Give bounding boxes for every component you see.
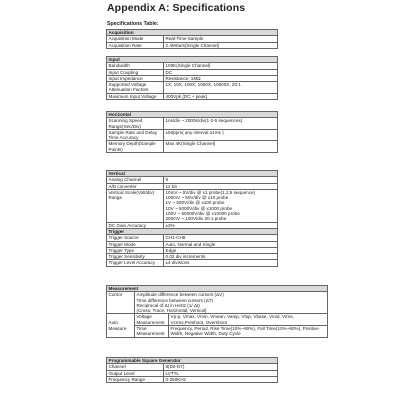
spec-label: DC Gain Accuracy bbox=[107, 222, 164, 228]
table-row bbox=[107, 42, 278, 48]
spec-label: Trigger Mode bbox=[107, 241, 164, 247]
spec-value: Max 4K(Single Channel) bbox=[164, 141, 278, 153]
spec-value: LVTTL bbox=[164, 370, 278, 376]
spec-label: Trigger Type bbox=[107, 247, 164, 253]
spec-value: Auto, Normal and Single bbox=[164, 241, 278, 247]
table-row bbox=[107, 93, 278, 99]
table-row bbox=[107, 82, 278, 94]
spec-label: Trigger Level Accuracy bbox=[107, 260, 164, 266]
spec-label: Supported Voltage Attenuation Factors bbox=[107, 82, 164, 94]
spec-sublabel: Voltage Measurement bbox=[135, 314, 169, 326]
spec-value: 12 bit bbox=[164, 183, 278, 189]
spec-label: Frequency Range bbox=[107, 376, 164, 382]
spec-value: CH1-CH8 bbox=[164, 235, 278, 241]
spec-value: ±4 divisions bbox=[164, 260, 278, 266]
table-row bbox=[107, 118, 278, 130]
spec-label: Bandwidth bbox=[107, 63, 164, 69]
table-header: Input bbox=[107, 57, 278, 63]
spec-label: Vertical Scale(Volt/div) Range bbox=[107, 189, 164, 222]
spec-label: Sample Rate and Delay Time Accuracy bbox=[107, 129, 164, 141]
spec-value: 10mV ~ 5V/div @ x1 probe(1,2,5 sequence) 100mV ~ 50V/div @ x10 probe 1V ~ 500V/div @ x100 probe 10V ~ 5000V/div @ x1000 probe 100V ~ 50000V/div @ x10000 probe 200mV ~ 100V/div 20:1 probe bbox=[164, 189, 278, 222]
spec-value: 2.4MSa/s(Single Channel) bbox=[164, 42, 278, 48]
measurement-table bbox=[106, 285, 328, 338]
spec-value: 0-250KHz bbox=[164, 376, 278, 382]
spec-value: 1ns/div ~ 2000s/div(1-2-5 sequences) bbox=[164, 118, 278, 130]
spec-value: 0.02 div increments bbox=[164, 254, 278, 260]
spec-label: Scanning Speed Range(Sec/Div) bbox=[107, 118, 164, 130]
spec-value: 8 bbox=[164, 177, 278, 183]
table-header: Trigger bbox=[107, 228, 278, 234]
spec-value: Real-Time Sample bbox=[164, 36, 278, 42]
spec-label: Acquisition Mode bbox=[107, 36, 164, 42]
table-header: Horizontal bbox=[107, 112, 278, 118]
spec-value: 400Vpk (DC + peak) bbox=[164, 93, 278, 99]
spec-value: 100K(Single Channel) bbox=[164, 63, 278, 69]
spec-label: Memory Depth(Sample Points) bbox=[107, 141, 164, 153]
table-header: Measurement bbox=[107, 286, 328, 292]
spec-label: Input Coupling bbox=[107, 69, 164, 75]
spec-label: Output Level bbox=[107, 370, 164, 376]
spec-value: 1X, 10X, 100X, 1000X, 10000X, 20:1 bbox=[164, 82, 278, 94]
spec-sublabel: Time Measurement bbox=[135, 326, 169, 338]
table-row bbox=[107, 376, 278, 382]
spec-label: Channel bbox=[107, 364, 164, 370]
table-row bbox=[107, 141, 278, 153]
spec-value: ±3% bbox=[164, 222, 278, 228]
table-row bbox=[107, 314, 328, 326]
spec-label: Input Impedance bbox=[107, 75, 164, 81]
spec-label: Trigger Source bbox=[107, 235, 164, 241]
page-title: Appendix A: Specifications bbox=[107, 2, 246, 14]
table-row bbox=[107, 326, 328, 338]
spec-value: DC bbox=[164, 69, 278, 75]
spec-value: Vp-p, Vmax, Vmin, Vmean, Vamp, Vtop, Vbase, Vmid, Vrms, Vcrms,Preshoot, Overshoot bbox=[169, 314, 328, 326]
spec-label: Analog Channel bbox=[107, 177, 164, 183]
horizontal-table bbox=[106, 111, 278, 153]
spec-label: A/D converter bbox=[107, 183, 164, 189]
table-row bbox=[107, 129, 278, 141]
spec-value: ±50ppm( any interval ≥1ms ) bbox=[164, 129, 278, 141]
table-header: Acquisition bbox=[107, 30, 278, 36]
spec-value: Edge bbox=[164, 247, 278, 253]
section-subtitle: Specifications Table: bbox=[107, 21, 159, 27]
table-header: Programmable Square Generator bbox=[107, 358, 278, 364]
spec-label: Maximum Input Voltage bbox=[107, 93, 164, 99]
table-row bbox=[107, 292, 328, 314]
spec-label: Trigger Sensitivity bbox=[107, 254, 164, 260]
input-table bbox=[106, 56, 278, 100]
square-generator-table bbox=[106, 357, 278, 383]
table-header: Vertical bbox=[107, 171, 278, 177]
spec-value: Resistance: 1MΩ bbox=[164, 75, 278, 81]
vertical-table bbox=[106, 170, 278, 267]
spec-label: Acquisition Rate bbox=[107, 42, 164, 48]
table-row bbox=[107, 189, 278, 222]
spec-value: Amplitude difference between cursors (ΔV) Time difference between cursors (ΔT) Reciprocal of Δt in Hertz (1/ Δt) (Cross, Trace, Horizontal, Vertical) bbox=[135, 292, 328, 314]
spec-value: 8(D0-D7) bbox=[164, 364, 278, 370]
spec-label: Auto Measure bbox=[107, 314, 135, 337]
spec-label: Cursor bbox=[107, 292, 135, 314]
table-row bbox=[107, 260, 278, 266]
acquisition-table bbox=[106, 29, 278, 49]
spec-value: Frequency, Period, Rise Time(10%~90%), Fall Time(10%~90%), Positive Width, Negative Width, Duty Cycle bbox=[169, 326, 328, 338]
